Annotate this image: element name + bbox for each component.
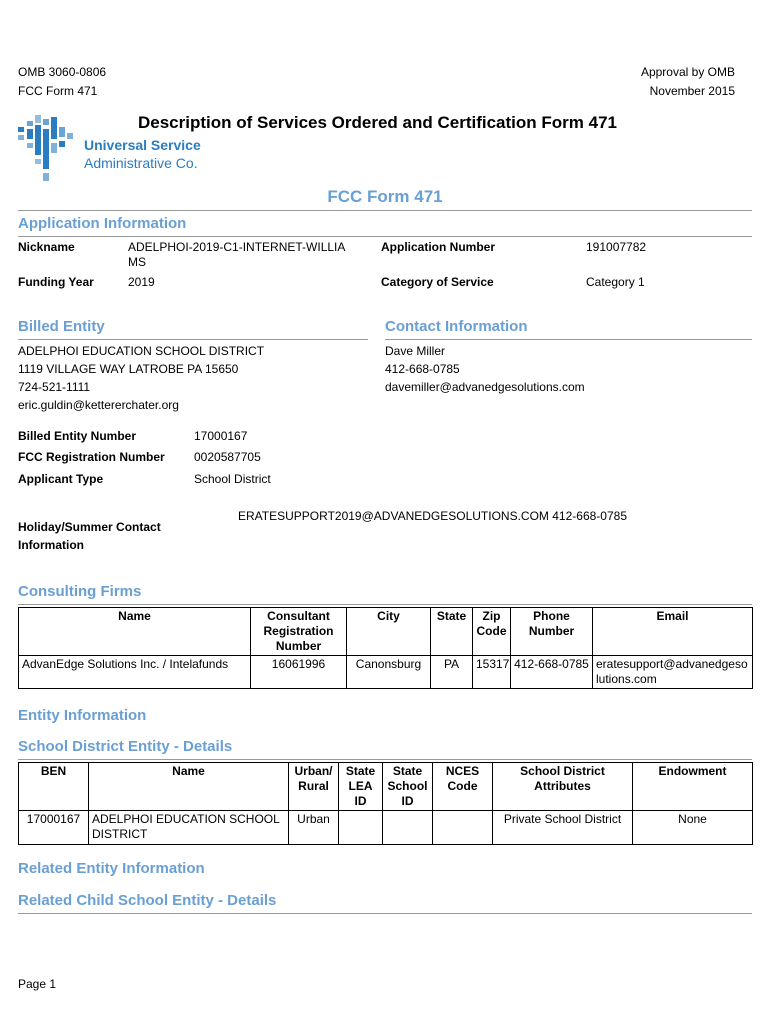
related-entity-heading: Related Entity Information [18, 860, 205, 877]
table-cell: PA [431, 656, 473, 689]
table-cell [339, 811, 383, 845]
table-cell [433, 811, 493, 845]
column-header: Consultant Registration Number [251, 608, 347, 656]
applicant-type-label: Applicant Type [18, 472, 104, 486]
billed-entity-address: 1119 VILLAGE WAY LATROBE PA 15650 [18, 362, 239, 376]
table-cell: 412-668-0785 [511, 656, 593, 689]
billed-entity-email: eric.guldin@kettererchater.org [18, 398, 179, 412]
holiday-contact-value: ERATESUPPORT2019@ADVANEDGESOLUTIONS.COM 412-668-0785 [238, 509, 627, 523]
funding-year-value: 2019 [128, 275, 155, 289]
column-header: Urban/ Rural [289, 763, 339, 811]
funding-year-label: Funding Year [18, 275, 94, 289]
column-header: BEN [19, 763, 89, 811]
contact-info-heading: Contact Information [385, 318, 528, 335]
divider [18, 604, 752, 605]
column-header: City [347, 608, 431, 656]
contact-name: Dave Miller [385, 344, 446, 358]
table-cell: ADELPHOI EDUCATION SCHOOL DISTRICT [89, 811, 289, 845]
header-left [18, 63, 106, 101]
related-child-heading: Related Child School Entity - Details [18, 892, 277, 909]
column-header: State School ID [383, 763, 433, 811]
table-cell: 15317 [473, 656, 511, 689]
table-cell: eratesupport@advanedgesolutions.com [593, 656, 753, 689]
billed-entity-number-value: 17000167 [194, 429, 248, 443]
table-cell: Canonsburg [347, 656, 431, 689]
column-header: Phone Number [511, 608, 593, 656]
nickname-label: Nickname [18, 240, 75, 254]
page-number: Page 1 [18, 977, 57, 991]
column-header: Zip Code [473, 608, 511, 656]
entity-info-heading: Entity Information [18, 707, 147, 724]
category-label: Category of Service [381, 275, 494, 289]
school-district-table [18, 762, 753, 845]
divider [18, 913, 752, 914]
fcc-registration-label: FCC Registration Number [18, 450, 165, 464]
table-cell: Urban [289, 811, 339, 845]
column-header: School District Attributes [493, 763, 633, 811]
table-cell: AdvanEdge Solutions Inc. / Intelafunds [19, 656, 251, 689]
nickname-value-line2: MS [128, 255, 146, 269]
column-header: State [431, 608, 473, 656]
category-value: Category 1 [586, 275, 645, 289]
document-title: Description of Services Ordered and Certification Form 471 [138, 113, 617, 132]
table-header-row [19, 608, 753, 656]
nickname-value [128, 240, 368, 270]
billed-entity-name: ADELPHOI EDUCATION SCHOOL DISTRICT [18, 344, 265, 358]
billed-entity-number-label: Billed Entity Number [18, 429, 137, 443]
logo-line1: Universal Service [84, 137, 201, 153]
column-header: NCES Code [433, 763, 493, 811]
column-header: Email [593, 608, 753, 656]
divider [385, 339, 752, 340]
table-header-row [19, 763, 753, 811]
divider [18, 210, 752, 211]
contact-phone: 412-668-0785 [385, 362, 460, 376]
form-title: FCC Form 471 [327, 187, 443, 206]
consulting-firms-table [18, 607, 753, 689]
nickname-value-line1: ADELPHOI-2019-C1-INTERNET-WILLIA [128, 240, 346, 254]
application-info-heading: Application Information [18, 215, 187, 232]
table-row [19, 811, 753, 845]
table-cell: 17000167 [19, 811, 89, 845]
form-number: FCC Form 471 [18, 84, 98, 98]
contact-email: davemiller@advanedgesolutions.com [385, 380, 585, 394]
header-right [641, 63, 735, 101]
billed-entity-address-block [18, 342, 264, 414]
table-cell: 16061996 [251, 656, 347, 689]
omb-number: OMB 3060-0806 [18, 65, 107, 79]
usac-logo-mark [16, 113, 76, 185]
approval-date: November 2015 [649, 84, 735, 98]
billed-entity-heading: Billed Entity [18, 318, 105, 335]
table-cell: None [633, 811, 753, 845]
table-row [19, 656, 753, 689]
column-header: Name [89, 763, 289, 811]
applicant-type-value: School District [194, 472, 271, 486]
application-number-label: Application Number [381, 240, 496, 254]
contact-block [385, 342, 585, 396]
column-header: Endowment [633, 763, 753, 811]
table-cell [383, 811, 433, 845]
divider [18, 339, 368, 340]
divider [18, 236, 752, 237]
column-header: Name [19, 608, 251, 656]
consulting-firms-heading: Consulting Firms [18, 583, 142, 600]
holiday-contact-label-line1: Holiday/Summer Contact [18, 520, 161, 534]
column-header: State LEA ID [339, 763, 383, 811]
fcc-registration-value: 0020587705 [194, 450, 261, 464]
holiday-contact-label [18, 518, 161, 554]
school-district-heading: School District Entity - Details [18, 738, 233, 755]
divider [18, 759, 752, 760]
table-cell: Private School District [493, 811, 633, 845]
approval-text: Approval by OMB [640, 65, 735, 79]
logo-line2: Administrative Co. [84, 155, 198, 171]
holiday-contact-label-line2: Information [18, 538, 84, 552]
billed-entity-phone: 724-521-1111 [18, 380, 91, 394]
application-number-value: 191007782 [586, 240, 647, 254]
